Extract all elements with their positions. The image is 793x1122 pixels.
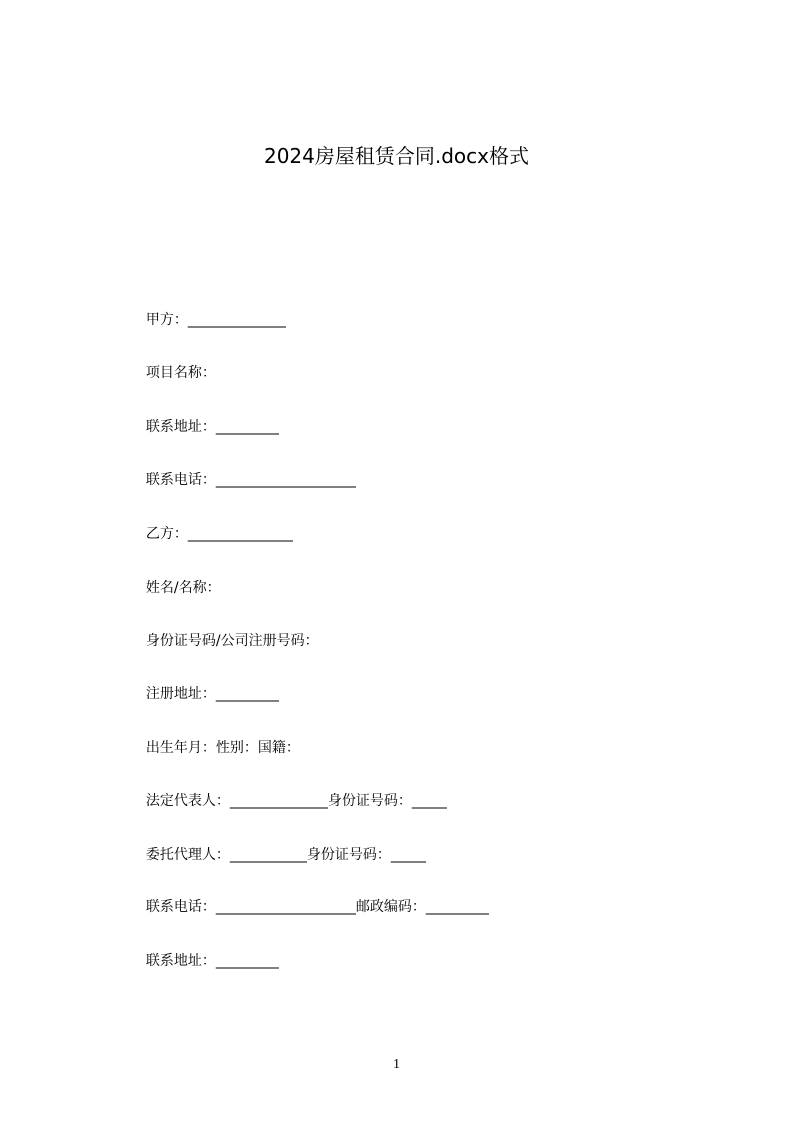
contact-phone-line (137, 450, 356, 490)
agent-id-blank: _____ (390, 847, 426, 863)
party-b-blank: _______________ (187, 526, 293, 542)
contact-address-blank: _________ (215, 419, 279, 435)
contact-address-2-line (137, 931, 279, 971)
page-number: 1 (393, 1057, 400, 1072)
contact-address-2-label: 联系地址： (145, 953, 216, 969)
phone-postcode-line (137, 877, 489, 917)
legal-representative-id-blank: _____ (411, 793, 447, 809)
postcode-label: 邮政编码： (355, 899, 426, 915)
legal-representative-id-label: 身份证号码： (327, 793, 412, 809)
agent-id-label: 身份证号码： (306, 847, 391, 863)
contact-address-2-blank: _________ (215, 953, 279, 969)
phone-blank: ____________________ (215, 899, 356, 915)
project-name-line (137, 343, 216, 383)
id-number-line (137, 611, 319, 651)
party-a-label: 甲方： (145, 312, 188, 328)
party-a-blank: ______________ (187, 312, 286, 328)
contact-phone-blank: ____________________ (215, 472, 356, 488)
birth-gender-nationality-label: 出生年月：性别：国籍： (145, 740, 300, 756)
contact-phone-label: 联系电话： (145, 472, 216, 488)
name-label: 姓名/名称： (145, 580, 221, 596)
legal-representative-blank: ______________ (229, 793, 328, 809)
phone-label: 联系电话： (145, 899, 216, 915)
party-b-line (137, 504, 293, 544)
name-line (137, 558, 221, 598)
registered-address-blank: _________ (215, 686, 279, 702)
id-number-label: 身份证号码/公司注册号码： (145, 633, 319, 649)
party-b-label: 乙方： (145, 526, 188, 542)
registered-address-line (137, 664, 279, 704)
agent-label: 委托代理人： (145, 847, 230, 863)
registered-address-label: 注册地址： (145, 686, 216, 702)
legal-representative-label: 法定代表人： (145, 793, 230, 809)
birth-gender-nationality-line (137, 718, 300, 758)
party-a-line (137, 290, 286, 330)
document-title: 2024房屋租赁合同.docx格式 (263, 144, 530, 168)
contact-address-label: 联系地址： (145, 419, 216, 435)
legal-representative-line (137, 771, 447, 811)
agent-line (137, 825, 426, 865)
project-name-label: 项目名称： (145, 365, 216, 381)
agent-blank: ___________ (229, 847, 307, 863)
contact-address-line (137, 397, 279, 437)
postcode-blank: _________ (425, 899, 489, 915)
